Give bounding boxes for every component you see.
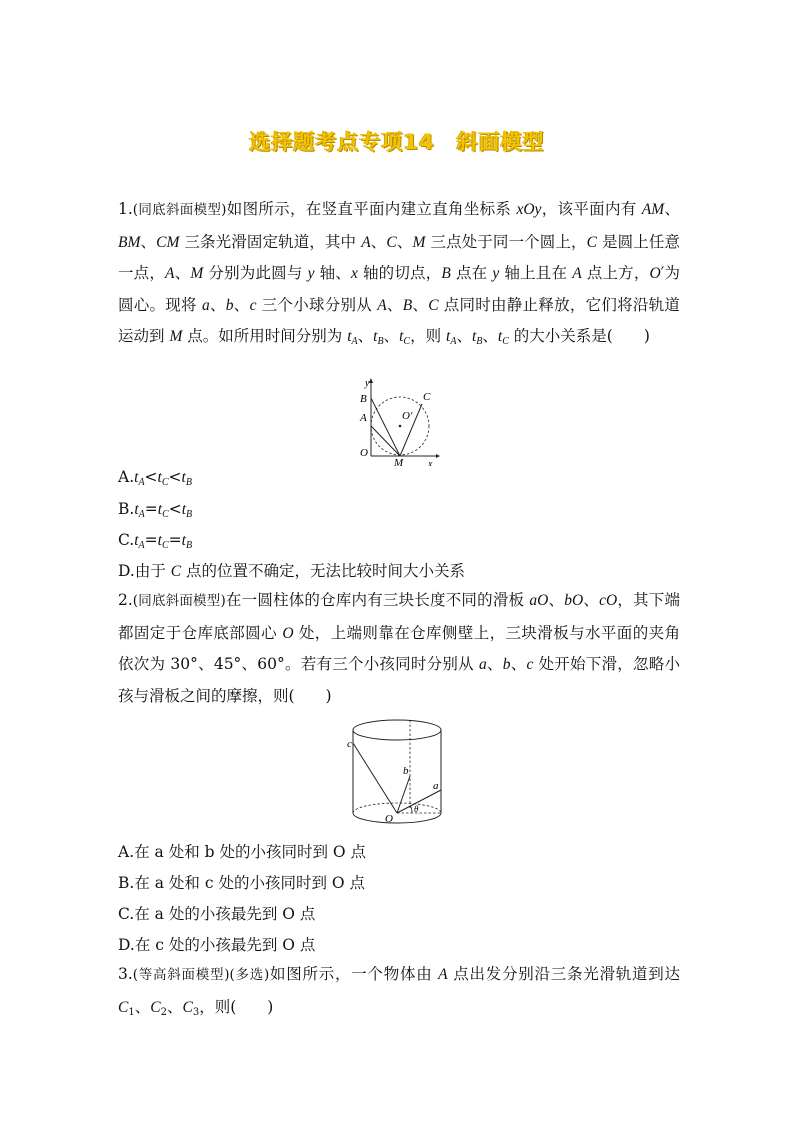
q1-option-c[interactable]: $C.t_A=t_C=t_B$ [118, 531, 193, 551]
label-O: O [385, 813, 393, 825]
label-M: M [394, 457, 404, 466]
slide-cO [353, 743, 397, 813]
label-theta: θ [414, 804, 419, 814]
label-a: a [433, 780, 439, 792]
label-c: c [347, 738, 352, 750]
q2-option-a[interactable]: A.在 a 处和 b 处的小孩同时到 O 点 [118, 843, 367, 861]
label-O: O [360, 447, 368, 459]
track-BM [371, 398, 400, 456]
label-y: y [365, 378, 370, 389]
q1-option-a[interactable]: $A.t_A<t_C<t_B$ [118, 468, 192, 488]
label-Oprime: O′ [402, 410, 413, 422]
question-2-figure [344, 714, 450, 832]
q1-option-d[interactable]: D.由于 C 点的位置不确定，无法比较时间大小关系 [118, 562, 466, 580]
label-x: x [428, 459, 433, 466]
label-b: b [403, 765, 409, 777]
label-A: A [360, 412, 367, 424]
q2-option-c[interactable]: C.在 a 处的小孩最先到 O 点 [118, 905, 316, 923]
q2-option-b[interactable]: B.在 a 处和 c 处的小孩同时到 O 点 [118, 874, 366, 892]
question-2-stem: 2.(同底斜面模型)在一圆柱体的仓库内有三块长度不同的滑板 aO、bO、cO，其下端都固定于仓库底部圆心 O 处，上端则靠在仓库侧壁上，三块滑板与水平面的夹角依次为 30°、45°、60°。若有三个小孩同时分别从 a、b、c 处开始下滑，忽略小孩与滑板之间的摩擦，则( ) [118, 591, 680, 705]
q1-option-b[interactable]: $B.t_A=t_C<t_B$ [118, 500, 193, 520]
label-C: C [423, 391, 431, 403]
question-3-stem: 3.(等高斜面模型)(多选)如图所示，一个物体由 A 点出发分别沿三条光滑轨道到达 $C_1$、$C_2$、$C_3$，则( ) [118, 965, 680, 1018]
question-1-stem: 1.(同底斜面模型)如图所示，在竖直平面内建立直角坐标系 xOy，该平面内有 AM、BM、CM 三条光滑固定轨道，其中 A、C、M 三点处于同一个圆上，C 是圆上任意一点，A、M 分别为此圆与 y 轴、x 轴的切点，B 点在 y 轴上且在 A 点上方，O′为圆心。现将 a、b、c 三个小球分别从 A、B、C 点同时由静止释放，它们将沿轨道运动到 M 点。如所用时间分别为 $t_A$、$t_B$、$t_C$，则 $t_A$、$t_B$、$t_C$ 的大小关系是( ) [118, 200, 680, 347]
center-point [399, 425, 402, 428]
cylinder-top [353, 720, 441, 740]
question-1-figure [356, 376, 440, 466]
page-title: 选择题考点专项14 斜面模型 [249, 130, 545, 154]
label-B: B [360, 393, 367, 405]
cylinder-bottom-front [353, 813, 441, 823]
q2-option-d[interactable]: D.在 c 处的小孩最先到 O 点 [118, 936, 316, 954]
